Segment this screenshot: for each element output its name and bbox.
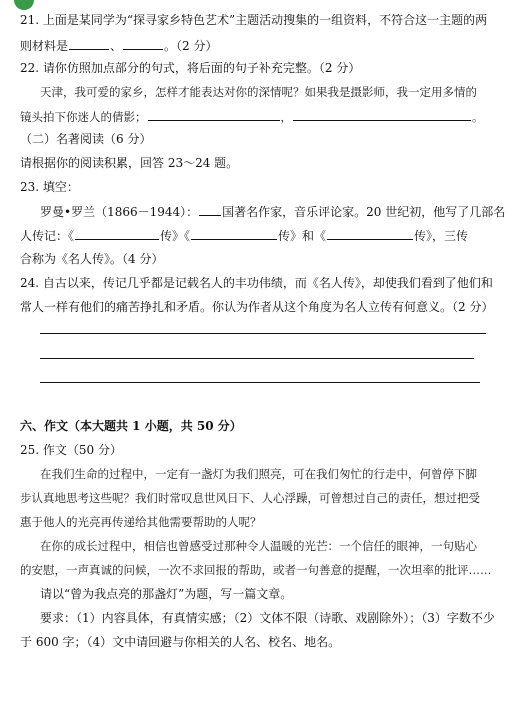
q23-blank-bio-3[interactable] — [327, 227, 413, 240]
q23-line1-rest: 国著名作家，音乐评论家。20 世纪初，他写了几部名 — [222, 205, 506, 219]
q24-line-2: 常人一样有他们的痛苦挣扎和矛盾。你认为作者从这个角度为名人立传有何意义。（2 分） — [20, 300, 494, 314]
q23-blank-bio-2[interactable] — [191, 227, 277, 240]
q22-sep: ， — [280, 110, 292, 124]
q22-end: 。 — [472, 110, 484, 124]
q22-blank-2[interactable] — [293, 108, 471, 121]
section-2-title: （二）名著阅读（6 分） — [20, 132, 152, 146]
q21-sep: 、 — [110, 39, 123, 53]
q22-text: 22. 请你仿照加点部分的句式，将后面的句子补充完整。（2 分） — [20, 61, 361, 75]
q23-line-2 — [20, 227, 468, 244]
q23-line-1 — [40, 203, 505, 220]
q25-paragraph-2-line-1: 在你的成长过程中，相信也曾感受过那种令人温暖的光芒：一个信任的眼神，一句贴心 — [40, 539, 477, 553]
q23-line2-d: 传》，三传 — [414, 229, 469, 243]
q21-continuation — [20, 37, 217, 54]
q23-line2-b: 传》《 — [160, 229, 191, 243]
q22-example-line: 天津，我可爱的家乡，怎样才能表达对你的深情呢？如果我是摄影师，我一定用多情的 — [40, 85, 477, 99]
q23-head: 23. 填空： — [20, 180, 79, 194]
section-6-title: 六、作文（本大题共 1 小题，共 50 分） — [20, 419, 242, 433]
q21-score: 。（2 分） — [164, 39, 218, 53]
q24-answer-line-1[interactable] — [40, 333, 486, 334]
q22-answer-line — [20, 108, 484, 125]
q24-line-1: 24. 自古以来，传记几乎都是记载名人的丰功伟绩，而《名人传》，却使我们看到了他们和 — [20, 276, 493, 290]
q21-text: 21. 上面是某同学为“探寻家乡特色艺术”主题活动搜集的一组资料，不符合这一主题的两 — [20, 13, 488, 27]
q24-answer-line-2[interactable] — [40, 358, 474, 359]
q25-requirements-line-1: 要求：（1）内容具体，有真情实感；（2）文体不限（诗歌、戏剧除外）；（3）字数不少 — [40, 611, 495, 625]
q25-paragraph-1-line-1: 在我们生命的过程中，一定有一盏灯为我们照亮，可在我们匆忙的行走中，何曾停下脚 — [40, 467, 477, 481]
q22-blank-1[interactable] — [148, 108, 280, 121]
q25-requirements-line-2: 于 600 字；（4）文中请回避与你相关的人名、校名、地名。 — [20, 635, 341, 649]
q24-answer-line-3[interactable] — [40, 382, 480, 383]
q25-paragraph-1-line-2: 步认真地思考这些呢？我们时常叹息世风日下、人心浮躁，可曾想过自己的责任，想过把受 — [20, 491, 480, 505]
q25-paragraph-2-line-2: 的安慰，一声真诚的问候，一次不求回报的帮助，或者一句善意的提醒，一次坦率的批评…… — [20, 563, 492, 577]
q21-cont-label: 则材料是 — [20, 39, 69, 53]
q23-line-3: 合称为《名人传》。（4 分） — [20, 252, 164, 266]
q21-blank-1[interactable] — [69, 37, 109, 50]
q21-blank-2[interactable] — [123, 37, 163, 50]
q23-line1-label: 罗曼•罗兰（1866－1944）： — [40, 205, 199, 219]
q23-blank-bio-1[interactable] — [75, 227, 159, 240]
q22-line2-label: 镜头拍下你迷人的倩影； — [20, 110, 147, 124]
q23-blank-country[interactable] — [199, 203, 221, 216]
section-2-intro: 请根据你的阅读积累，回答 23～24 题。 — [20, 156, 239, 170]
q25-prompt: 请以“曾为我点亮的那盏灯”为题，写一篇文章。 — [40, 587, 293, 601]
q25-paragraph-1-line-3: 惠于他人的光亮再传递给其他需要帮助的人呢？ — [20, 515, 262, 529]
q25-head: 25. 作文（50 分） — [20, 443, 122, 457]
q23-line2-c: 传》和《 — [278, 229, 327, 243]
green-circle-logo-icon — [14, 0, 34, 10]
q23-line2-a: 人传记：《 — [20, 229, 75, 243]
